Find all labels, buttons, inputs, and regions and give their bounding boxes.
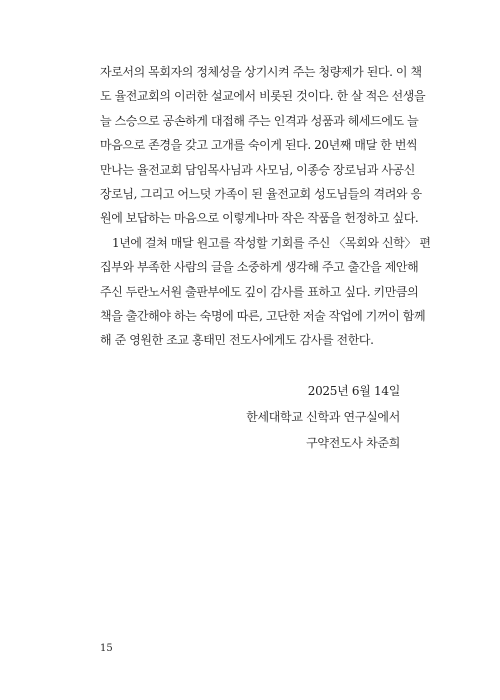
- text-line: 집부와 부족한 사람의 글을 소중하게 생각해 주고 출간을 제안해: [100, 260, 419, 275]
- text-line: 도 율전교회의 이러한 설교에서 비롯된 것이다. 한 살 적은 선생을: [100, 89, 426, 104]
- text-line: 장로님, 그리고 어느덧 가족이 된 율전교회 성도님들의 격려와 응: [100, 187, 422, 202]
- body-text: [100, 60, 431, 353]
- text-line: 마음으로 존경을 갖고 고개를 숙이게 된다. 20년째 매달 한 번씩: [100, 138, 418, 153]
- text-line: 만나는 율전교회 담임목사님과 사모님, 이종승 장로님과 사공신: [100, 162, 415, 177]
- paragraph-2: [100, 231, 431, 353]
- signature-date: 2025년 6월 14일: [307, 384, 400, 398]
- text-line: 1년에 걸쳐 매달 원고를 작성할 기회를 주신 〈목회와 신학〉 편: [112, 235, 431, 250]
- signature-block: [246, 378, 400, 456]
- page-number: 15: [100, 643, 113, 654]
- text-line: 해 준 영원한 조교 홍태민 전도사에게도 감사를 전한다.: [100, 333, 374, 348]
- signature-author: 구약전도사 차준희: [306, 436, 400, 450]
- text-line: 늘 스승으로 공손하게 대접해 주는 인격과 성품과 헤세드에도 늘: [100, 113, 419, 128]
- text-line: 주신 두란노서원 출판부에도 깊이 감사를 표하고 싶다. 키만큼의: [100, 284, 419, 299]
- text-line: 자로서의 목회자의 정체성을 상기시켜 주는 청량제가 된다. 이 책: [100, 65, 422, 79]
- signature-place: 한세대학교 신학과 연구실에서: [246, 410, 400, 424]
- text-line: 원에 보답하는 마음으로 이렇게나마 작은 작품을 헌정하고 싶다.: [100, 211, 419, 226]
- text-line: 책을 출간해야 하는 숙명에 따른, 고단한 저술 작업에 기꺼이 함께: [100, 309, 426, 324]
- paragraph-1: [100, 60, 426, 231]
